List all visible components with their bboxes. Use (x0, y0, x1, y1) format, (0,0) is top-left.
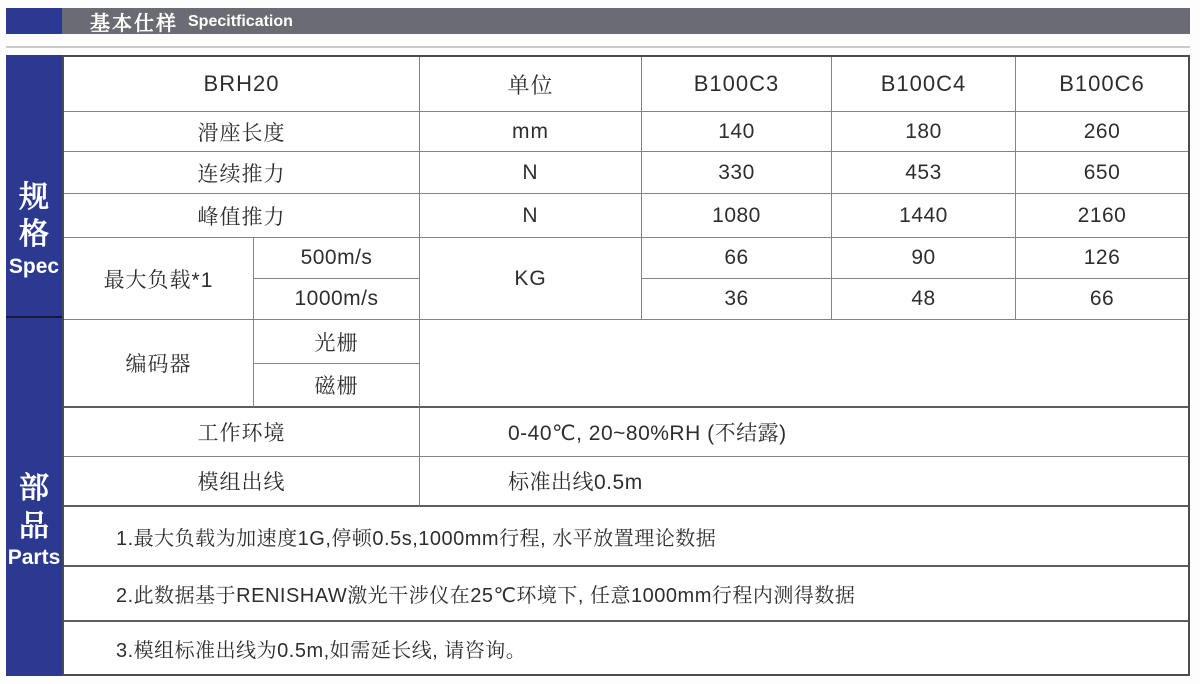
encoder-label: 编码器 (64, 320, 254, 408)
row-label-peak-thrust: 峰值推力 (64, 194, 420, 238)
page-title-en: Specitfication (188, 13, 293, 30)
value-cell: 180 (832, 112, 1016, 152)
max-load-label: 最大负载*1 (64, 238, 254, 320)
row-label-continuous-thrust: 连续推力 (64, 152, 420, 194)
sidebar-section-spec (6, 55, 62, 316)
unit-cell: mm (420, 112, 642, 152)
value-cell: 330 (642, 152, 832, 194)
value-cell: 36 (642, 279, 832, 320)
value-cell: 90 (832, 238, 1016, 279)
max-load-unit-cell: KG (420, 238, 642, 320)
unit-header-cell: 单位 (420, 57, 642, 112)
row-label-slider-length: 滑座长度 (64, 112, 420, 152)
header-underline (6, 46, 1190, 48)
environment-label: 工作环境 (64, 408, 420, 457)
environment-value: 0-40℃, 20~80%RH (不结露) (420, 408, 1188, 457)
model-cell: BRH20 (64, 57, 420, 112)
value-cell: 1440 (832, 194, 1016, 238)
value-cell: 66 (642, 238, 832, 279)
value-cell: 126 (1016, 238, 1188, 279)
encoder-type-magnetic: 磁栅 (254, 364, 420, 408)
value-cell: 66 (1016, 279, 1188, 320)
value-cell: 1080 (642, 194, 832, 238)
parts-label-en: Parts (7, 546, 61, 569)
value-cell: 650 (1016, 152, 1188, 194)
cable-label: 模组出线 (64, 457, 420, 507)
column-header-b100c6: B100C6 (1016, 57, 1188, 112)
unit-cell: N (420, 152, 642, 194)
encoder-empty-cell (420, 320, 1188, 408)
note-row-2: 2.此数据基于RENISHAW激光干涉仪在25℃环境下, 任意1000mm行程内测得数据 (64, 567, 1188, 622)
spec-table (62, 55, 1190, 676)
value-cell: 2160 (1016, 194, 1188, 238)
note-row-1: 1.最大负载为加速度1G,停顿0.5s,1000mm行程, 水平放置理论数据 (64, 507, 1188, 567)
column-header-b100c4: B100C4 (832, 57, 1016, 112)
page-title (90, 8, 293, 34)
value-cell: 48 (832, 279, 1016, 320)
header-bar (6, 8, 1190, 34)
spec-label-en: Spec (8, 254, 60, 278)
sidebar (6, 55, 62, 676)
header-accent-block (6, 8, 62, 34)
value-cell: 140 (642, 112, 832, 152)
unit-cell: N (420, 194, 642, 238)
value-cell: 453 (832, 152, 1016, 194)
note-row-3: 3.模组标准出线为0.5m,如需延长线, 请咨询。 (116, 639, 527, 662)
column-header-b100c3: B100C3 (642, 57, 832, 112)
speed-label-500: 500m/s (254, 238, 420, 279)
cable-value: 标准出线0.5m (420, 457, 1188, 507)
spec-label-cn: 规格 (19, 180, 49, 251)
parts-label-cn: 部品 (19, 472, 49, 543)
encoder-type-optical: 光栅 (254, 320, 420, 364)
sidebar-section-parts (6, 316, 62, 676)
page-title-cn: 基本仕样 (90, 12, 178, 35)
speed-label-1000: 1000m/s (254, 279, 420, 320)
value-cell: 260 (1016, 112, 1188, 152)
